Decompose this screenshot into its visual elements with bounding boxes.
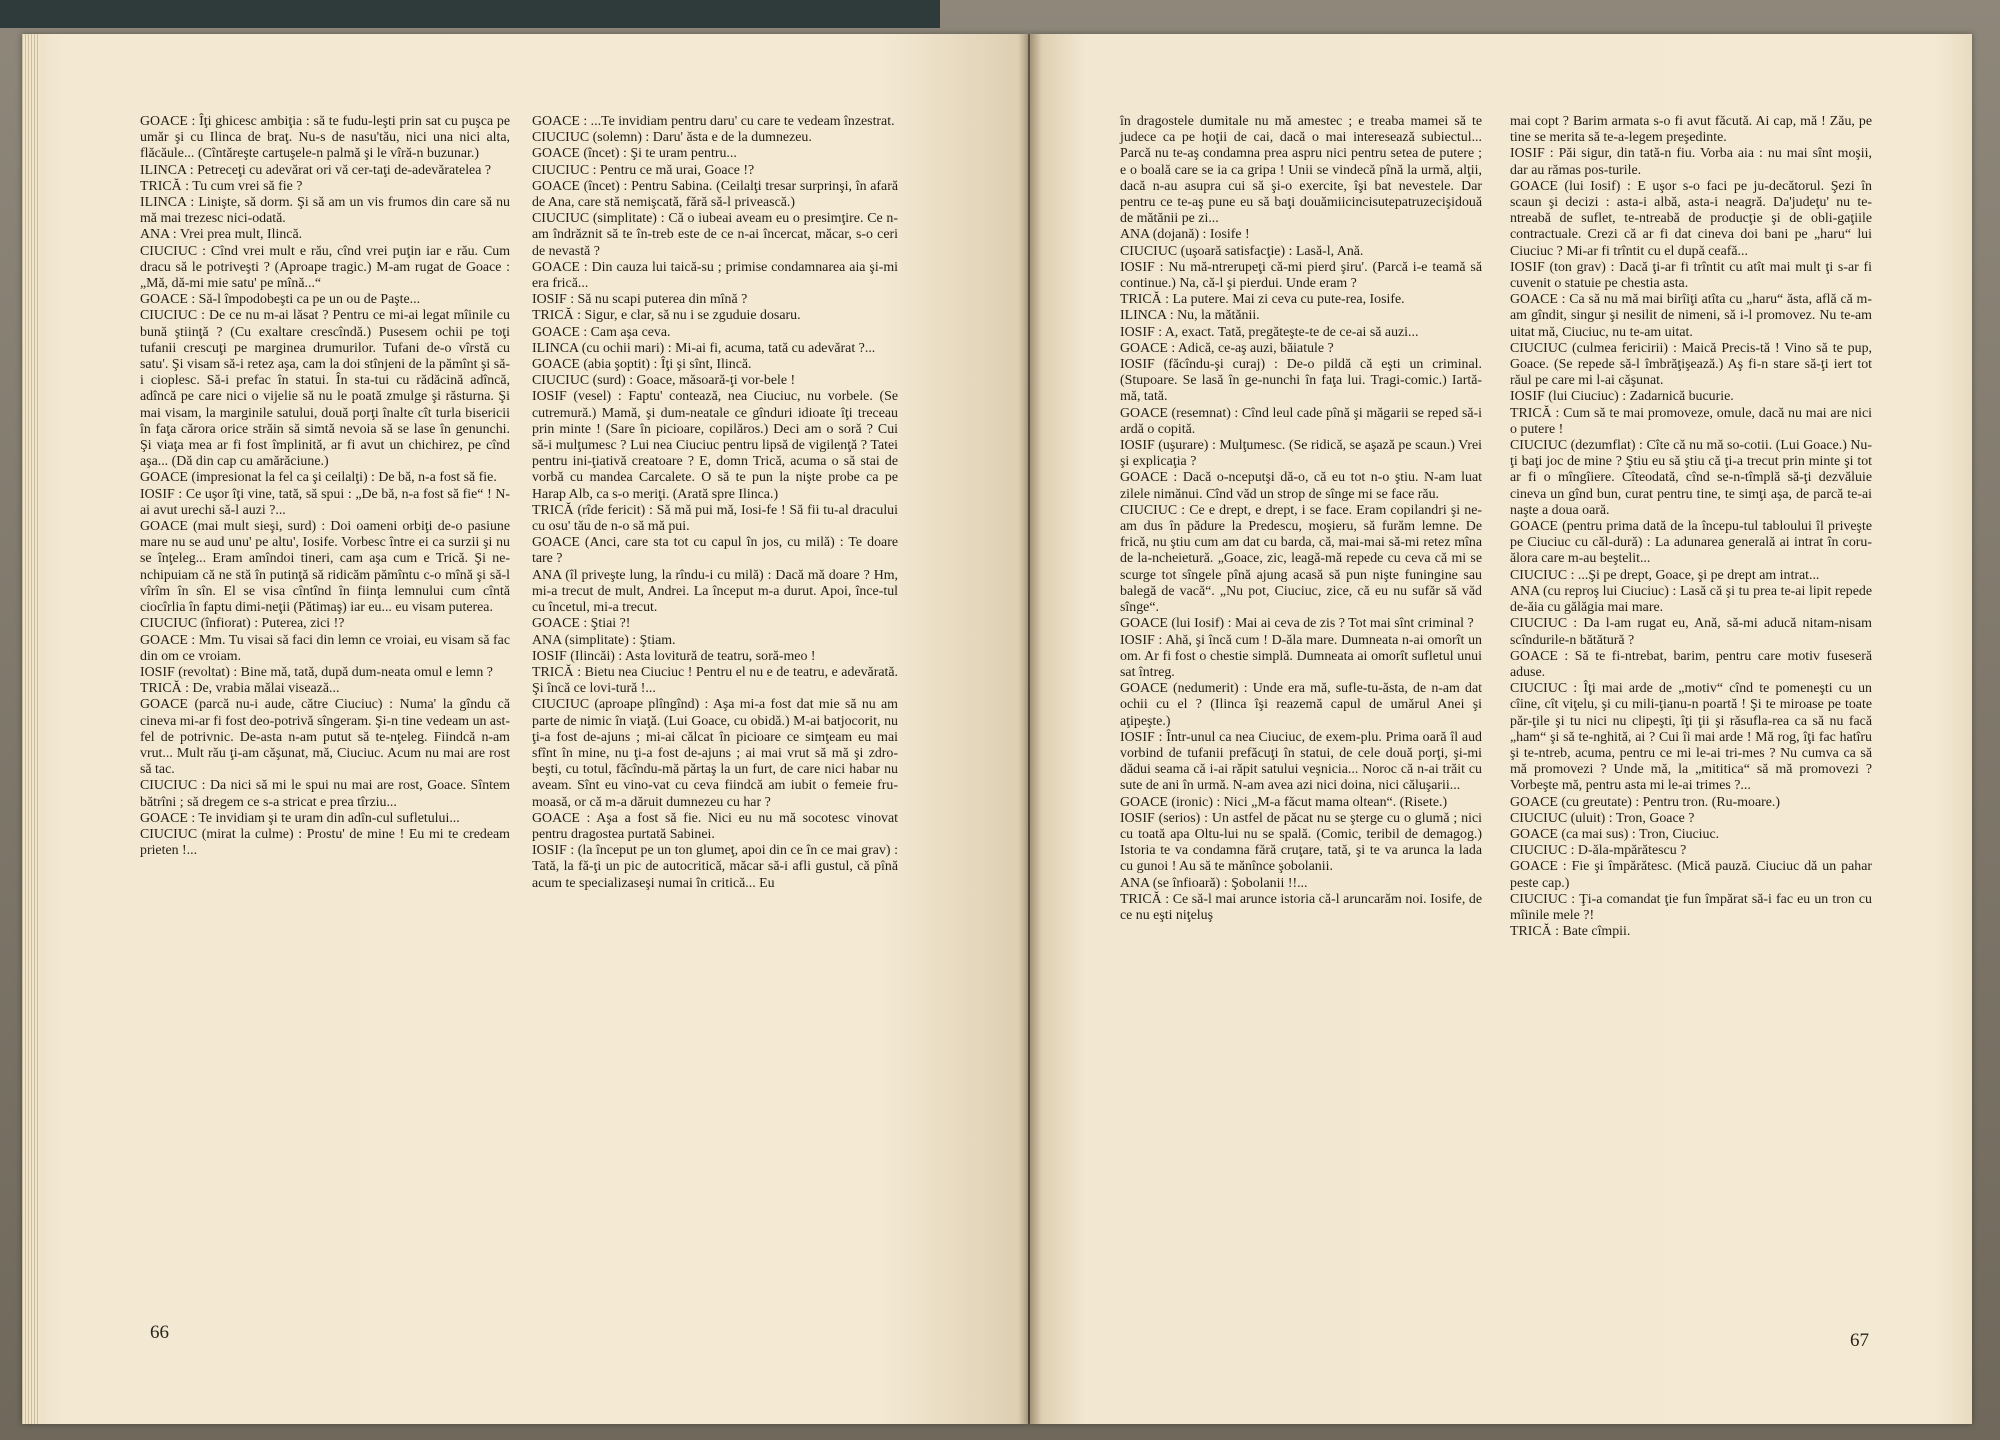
dialogue-paragraph: ANA (îl priveşte lung, la rîndu-i cu milă) : Dacă mă doare ? Hm, mi-a trecut de mult, Andrei. La început m-a durut. Apoi, înce-tul cu încetul, mi-a trecut. (532, 567, 898, 616)
dialogue-paragraph: GOACE (mai mult sieşi, surd) : Doi oameni orbiţi de-o pasiune mare nu se aud unu' pe altu', Iosife. Vorbesc între ei ca surzii şi nu se înţeleg... Eram amîndoi tineri, cam aşa cum e Trică. Şi ne-nchipuiam că ne stă în putinţă să ridicăm pămîntu c-o mînă şi să-l vîrîm în sîn. El se visa cîntînd în fiinţa lemnului cum cîntă ciocîrlia în faptu dimi-neţii (Pătimaş) iar eu... eu visam puterea. (140, 519, 510, 616)
dialogue-paragraph: GOACE : Să te fi-ntrebat, barim, pentru care motiv fuseseră aduse. (1510, 648, 1872, 680)
dialogue-paragraph: GOACE (Anci, care sta tot cu capul în jos, cu milă) : Te doare tare ? (532, 535, 898, 567)
dialogue-paragraph: CIUCIUC (aproape plîngînd) : Aşa mi-a fost dat mie să nu am parte de nimic în viaţă. (Lui Goace, cu obidă.) M-ai batjocorit, nu ţi-a fost de-ajuns ; mi-ai călcat în picioare ce simţeam eu mai sfînt în mine, nu ţi-a fost de-ajuns ; ai mai vrut să mă şi zdro-beşti, cu totul, făcîndu-mă părtaş la un furt, de care nici habar nu aveam. Sînt eu vino-vat cu ceva fiindcă am iubit o femeie fru-moasă, or că m-a dăruit dumnezeu cu har ? (532, 697, 898, 810)
dialogue-paragraph: ANA (se înfioară) : Şobolanii !!... (1120, 875, 1308, 891)
right-page-column-1 (1120, 114, 1482, 924)
dialogue-paragraph: GOACE : ...Te invidiam pentru daru' cu care te vedeam înzestrat. (532, 114, 895, 129)
dialogue-paragraph: CIUCIUC (simplitate) : Că o iubeai aveam eu o presimţire. Ce n-am îndrăznit să te în-treb este de ce n-ai încercat, măcar, s-o ceri de nevastă ? (532, 211, 898, 259)
dialogue-paragraph: CIUCIUC (dezumflat) : Cîte că nu mă so-cotii. (Lui Goace.) Nu-ţi baţi joc de mine ? Ştiu eu să ştiu că ţi-a trecut prin minte şi tot ar fi o mîngîiere. Cîteodată, cînd se-n-tîmplă să-ţi dezvăluie cineva un gînd bun, curat pentru tine, te simţi aşa, de parcă te-ai naşte a doua oară. (1510, 438, 1872, 518)
dialogue-paragraph: IOSIF (vesel) : Faptu' contează, nea Ciuciuc, nu vorbele. (Se cutremură.) Mamă, şi dum-neatale ce gînduri idioate îţi treceau prin minte ! (Sare în picioare, copilăros.) Deci am o soră ? Cui să-i mulţumesc ? Lui nea Ciuciuc pentru lipsă de vigilenţă ? Tatei pentru ini-ţiativă creatoare ? E, domn Trică, acuma o să stai de vorbă cu mandea Carcalete. O să te pun la nişte probe ca pe Harap Alb, ca s-o meriţi. (Arată spre Ilinca.) (532, 389, 898, 502)
dialogue-paragraph: CIUCIUC : Ţi-a comandat ţie fun împărat să-i fac eu un tron cu mîinile mele ?! (1510, 891, 1872, 923)
dialogue-paragraph: GOACE : Cam aşa ceva. (532, 324, 671, 340)
dialogue-paragraph: GOACE (pentru prima dată de la începu-tul tabloului îl priveşte pe Ciuciuc cu căl-dură) : La adunarea generală ai intrat în coru-ălora care m-au beştelit... (1510, 519, 1872, 567)
dialogue-paragraph: TRICĂ : La putere. Mai zi ceva cu pute-rea, Iosife. (1120, 292, 1405, 308)
dialogue-paragraph: TRICĂ (rîde fericit) : Să mă pui mă, Iosi-fe ! Să fii tu-al dracului cu osu' tău de n-o să mă pui. (532, 502, 898, 535)
dialogue-paragraph: în dragostele dumitale nu mă amestec ; e treaba mamei să te judece ca pe hoţii de cai, dacă o mai interesează subiectul... Parcă nu te-aş condamna prea aspru nici pentru setea de putere ; e o boală care se ia ca gripa ! Unii se vindecă pînă la urmă, alţii, dacă n-au asupra cui să şi-o exercite, îşi bat nevestele. Dar pentru ce te-aş pune eu să baţi douămiicincisutepatruzecişidouă de mătănii pe zi... (1120, 114, 1482, 227)
dialogue-paragraph: TRICĂ : Bate cîmpii. (1510, 924, 1631, 940)
dialogue-paragraph: CIUCIUC : De ce nu m-ai lăsat ? Pentru ce mi-ai legat mîinile cu bună ştiinţă ? (Cu exaltare crescîndă.) Pusesem ochii pe toţi tufanii crescuţi pe marginea drumurilor. Tufani de-o vîrstă cu satu'. Şi visam să-i retez aşa, cam la doi stînjeni de la pămînt şi să-i cioplesc. Să-i prefac în statui. În sta-tui cu rădăcină adîncă, adîncă pe care nici o vijelie să nu le poată zmulge şi răsturna. Şi mai visam, la marginile satului, două porţi înalte cît turla bisericii în faţa cărora orice străin să simtă nevoia să se lase în genunchi. Şi viaţa mea ar fi fost împlinită, ar fi avut un chichirez, pe cînd aşa... (Dă din cap cu amărăciune.) (140, 308, 510, 470)
dialogue-paragraph: TRICĂ : De, vrabia mălai visează... (140, 681, 340, 697)
dialogue-paragraph: ANA (dojană) : Iosife ! (1120, 227, 1250, 243)
dialogue-paragraph: CIUCIUC (surd) : Goace, măsoară-ţi vor-bele ! (532, 373, 796, 389)
dialogue-paragraph: GOACE : Mm. Tu visai să faci din lemn ce vroiai, eu visam să fac din om ce vroiam. (140, 632, 510, 664)
dialogue-paragraph: GOACE (impresionat la fel ca şi ceilalţi) : De bă, n-a fost să fie. (140, 470, 497, 486)
dialogue-paragraph: IOSIF (ton grav) : Dacă ţi-ar fi trîntit cu atît mai mult ţi s-ar fi cuvenit o statuie pe chestia asta. (1510, 259, 1872, 292)
dialogue-paragraph: GOACE (nedumerit) : Unde era mă, sufle-tu-ăsta, de n-am dat ochii cu el ? (Ilinca îşi reazemă capul de umărul Anei şi aţipeşte.) (1120, 681, 1482, 729)
dialogue-paragraph: CIUCIUC : Da nici să mi le spui nu mai are rost, Goace. Sîntem bătrîni ; să dregem ce s-a stricat e prea tîrziu... (140, 778, 510, 810)
page-number-right: 67 (1850, 1330, 1869, 1351)
dialogue-paragraph: GOACE : Să-l împodobeşti ca pe un ou de Paşte... (140, 292, 421, 308)
dialogue-paragraph: CIUCIUC : ...Şi pe drept, Goace, şi pe drept am intrat... (1510, 567, 1820, 583)
dialogue-paragraph: IOSIF (făcîndu-şi curaj) : De-o pildă că eşti un criminal. (Stupoare. Se lasă în ge-nunchi în faţa lui. Tragi-comic.) Iartă-mă, tată. (1120, 357, 1482, 405)
dialogue-paragraph: ILINCA : Nu, la mătănii. (1120, 308, 1260, 324)
dialogue-paragraph: CIUCIUC (solemn) : Daru' ăsta e de la dumnezeu. (532, 130, 812, 146)
dialogue-paragraph: CIUCIUC (mirat la culme) : Prostu' de mine ! Eu mi te credeam prieten !... (140, 826, 510, 859)
dialogue-paragraph: GOACE (parcă nu-i aude, către Ciuciuc) : Numa' la gîndu că cineva mi-ar fi fost deo-potrivă sîngeram. Şi-n tine vedeam un ast-fel de potrivnic. De-asta n-am putut să te-nţeleg. Fiindcă n-am vrut... Mult rău ţi-am căşunat, mă, Ciuciuc. Acum nu mai are rost să tac. (140, 697, 510, 778)
dialogue-paragraph: IOSIF : (la început pe un ton glumeţ, apoi din ce în ce mai grav) : Tată, la fă-ţi un pic de autocritică, măcar să-i afli gustul, că pînă acum te specializaseşi numai în critică... Eu (532, 843, 898, 891)
dialogue-paragraph: TRICĂ : Sigur, e clar, să nu i se zguduie dosaru. (532, 308, 801, 324)
dialogue-paragraph: CIUCIUC (uşoară satisfacţie) : Lasă-l, Ană. (1120, 243, 1364, 259)
dialogue-paragraph: TRICĂ : Ce să-l mai arunce istoria că-l aruncarăm noi. Iosife, de ce nu eşti niţeluş (1120, 891, 1482, 923)
dialogue-paragraph: CIUCIUC : D-ăla-mpărătescu ? (1510, 843, 1687, 859)
dialogue-paragraph: IOSIF : Să nu scapi puterea din mînă ? (532, 292, 748, 308)
dialogue-paragraph: ILINCA : Linişte, să dorm. Şi să am un vis frumos din care să nu mă mai trezesc nici-odată. (140, 195, 510, 227)
dialogue-paragraph: GOACE : Fie şi împărătesc. (Mică pauză. Ciuciuc dă un pahar peste cap.) (1510, 859, 1872, 891)
dialogue-paragraph: CIUCIUC : Cînd vrei mult e rău, cînd vrei puţin iar e rău. Cum dracu să le potriveşti ? (Aproape tragic.) M-am rugat de Goace : „Mă, dă-mi mie satu' pe mînă...“ (140, 243, 510, 292)
dialogue-paragraph: GOACE (resemnat) : Cînd leul cade pînă şi măgarii se reped să-i ardă o copită. (1120, 405, 1482, 437)
dialogue-paragraph: GOACE (abia şoptit) : Îţi şi sînt, Ilincă. (532, 357, 752, 373)
page-number-left: 66 (150, 1322, 169, 1343)
dialogue-paragraph: CIUCIUC (culmea fericirii) : Maică Precis-tă ! Vino să te pup, Goace. (Se repede să-l îmbrăţişează.) Aş fi-n stare să-ţi iert tot răul pe care mi l-ai căşunat. (1510, 340, 1872, 389)
dialogue-paragraph: IOSIF : Ce uşor îţi vine, tată, să spui : „De bă, n-a fost să fie“ ! N-ai avut urechi să-l auzi ?... (140, 486, 510, 518)
dialogue-paragraph: IOSIF (lui Ciuciuc) : Zadarnică bucurie. (1510, 389, 1734, 405)
dialogue-paragraph: TRICĂ : Cum să te mai promoveze, omule, dacă nu mai are nici o putere ! (1510, 405, 1872, 437)
dialogue-paragraph: ANA (cu reproş lui Ciuciuc) : Lasă că şi tu prea te-ai lipit repede de-ăia cu gălăgia mai mare. (1510, 583, 1872, 616)
dialogue-paragraph: GOACE (încet) : Pentru Sabina. (Ceilalţi tresar surprinşi, în afară de Ana, care stă nemişcată, fără să-l privească.) (532, 178, 898, 211)
dialogue-paragraph: ILINCA : Petreceţi cu adevărat ori vă cer-taţi de-adevăratelea ? (140, 162, 492, 178)
dialogue-paragraph: GOACE (lui Iosif) : Mai ai ceva de zis ? Tot mai sînt criminal ? (1120, 616, 1474, 632)
dialogue-paragraph: ANA : Vrei prea mult, Ilincă. (140, 227, 303, 243)
dialogue-paragraph: GOACE : Îţi ghicesc ambiţia : să te fudu-leşti prin sat cu puşca pe umăr şi cu Ilinca de braţ. Nu-s de nasu'tău, nici una nici alta, flăcăule... (Cîntăreşte cartuşele-n palmă şi le vîră-n buzunar.) (140, 114, 510, 162)
dialogue-paragraph: IOSIF (revoltat) : Bine mă, tată, după dum-neata omul e lemn ? (140, 664, 493, 680)
book-gutter (1018, 34, 1042, 1424)
dialogue-paragraph: GOACE (ca mai sus) : Tron, Ciuciuc. (1510, 826, 1720, 842)
dialogue-paragraph: GOACE : Adică, ce-aş auzi, băiatule ? (1120, 340, 1334, 356)
dialogue-paragraph: CIUCIUC : Da l-am rugat eu, Ană, să-mi aducă nitam-nisam scîndurile-n bătătură ? (1510, 616, 1872, 648)
dialogue-paragraph: GOACE (lui Iosif) : E uşor s-o faci pe ju-decătorul. Şezi în scaun şi decizi : asta-i albă, asta-i neagră. Da'judeţu' nu te-ntreabă de suflet, te-ntreabă de producţie şi de obli-gaţiile contractuale. Crezi că ar fi dat cineva doi bani pe „haru“ lui Ciuciuc ? Mi-ar fi trîntit cu el după ceafă... (1510, 178, 1872, 259)
dialogue-paragraph: CIUCIUC : Îţi mai arde de „motiv“ cînd te pomeneşti cu un cîine, cît viţelu, şi cu mili-ţianu-n poartă ! Şi te miroase pe toate păr-ţile şi tu nici nu clipeşti, îţi ţii şi răsufla-rea ca să nu facă „ham“ şi să te-nghită, ai ? Cui îi mai arde ! Mă rog, îţi fac hatîru şi te-ntreb, acuma, pentru ce mi le-ai tri-mes ? Nu cumva ca să mă promovezi ? Unde mă, la „mititica“ să mă promovezi ? Vorbeşte mă, pentru asta mi le-ai trimes ?... (1510, 681, 1872, 794)
dialogue-paragraph: ILINCA (cu ochii mari) : Mi-ai fi, acuma, tată cu adevărat ?... (532, 340, 876, 356)
dialogue-paragraph: IOSIF : Ahă, şi încă cum ! D-ăla mare. Dumneata n-ai omorît un om. Ar fi fost o chestie simplă. Dumneata ai omorît sufletul unui sat întreg. (1120, 632, 1482, 680)
right-page-column-2 (1510, 114, 1872, 940)
dialogue-paragraph: GOACE : Din cauza lui taică-su ; primise condamnarea aia şi-mi era frică... (532, 259, 898, 292)
dialogue-paragraph: IOSIF (serios) : Un astfel de păcat nu se şterge cu o glumă ; nici cu toată apa Oltu-lui nu se spală. (Comic, teribil de demagog.) Istoria te va condamna fără cruţare, tată, şi te va arunca la lada cu gunoi ! Au să te mănînce şobolanii. (1120, 810, 1482, 875)
dialogue-paragraph: GOACE : Dacă o-nceputşi dă-o, că eu tot n-o ştiu. N-am luat zilele nimănui. Cînd văd un strop de sînge mi se face rău. (1120, 470, 1482, 502)
dialogue-paragraph: GOACE : Aşa a fost să fie. Nici eu nu mă socotesc vinovat pentru dragostea purtată Sabinei. (532, 810, 898, 842)
dialogue-paragraph: IOSIF : Păi sigur, din tată-n fiu. Vorba aia : nu mai sînt moşii, dar au rămas pos-turile. (1510, 146, 1872, 178)
dialogue-paragraph: ANA (simplitate) : Ştiam. (532, 632, 676, 648)
dialogue-paragraph: CIUCIUC : Pentru ce mă urai, Goace !? (532, 162, 755, 178)
dialogue-paragraph: CIUCIUC (înfiorat) : Puterea, zici !? (140, 616, 345, 632)
dialogue-paragraph: IOSIF (Ilincăi) : Asta lovitură de teatru, soră-meo ! (532, 648, 816, 664)
dialogue-paragraph: CIUCIUC : Ce e drept, e drept, i se face. Eram copilandri şi ne-am dus în pădure la Predescu, moşieru, să furăm lemne. De frică, nu ştiu cum am dat cu barda, că, mai-mai să-mi retez mîna de la-ncheietură. „Goace, zic, leagă-mă repede cu ceva că mi se scurge tot sîngele pînă ajung acasă să pun nişte funingine sau balegă de vacă“. „Nu pot, Ciuciuc, zice, că eu nu sufăr să văd sînge“. (1120, 502, 1482, 616)
page-edges (22, 34, 40, 1424)
dialogue-paragraph: mai copt ? Barim armata s-o fi avut făcută. Ai cap, mă ! Zău, pe tine se merita să te-a-legem preşedinte. (1510, 114, 1872, 146)
dialogue-paragraph: GOACE (încet) : Şi te uram pentru... (532, 146, 737, 162)
dialogue-paragraph: TRICĂ : Bietu nea Ciuciuc ! Pentru el nu e de teatru, e adevărată. Şi încă ce lovi-tură !... (532, 664, 898, 697)
dialogue-paragraph: IOSIF : Într-unul ca nea Ciuciuc, de exem-plu. Prima oară îl aud vorbind de tufanii prefăcuţi în statui, de cele două porţi, şi-mi dădui seama că i-ai răpit satului veşnicia... Noroc că n-ai trăit cu sute de ani în urmă. N-am avea azi nici doina, nici căluşarii... (1120, 729, 1482, 794)
cover-binding-edge (0, 0, 940, 28)
dialogue-paragraph: GOACE : Ca să nu mă mai birîiţi atîta cu „haru“ ăsta, află că m-am gîndit, singur şi nesilit de nimeni, să i-l promovez. Nu te-am uitat mă, Ciuciuc, nu te-am uitat. (1510, 292, 1872, 340)
dialogue-paragraph: TRICĂ : Tu cum vrei să fie ? (140, 178, 303, 194)
dialogue-paragraph: IOSIF : A, exact. Tată, pregăteşte-te de ce-ai să auzi... (1120, 324, 1419, 340)
left-page-column-2 (532, 114, 898, 892)
left-page-column-1 (140, 114, 510, 859)
dialogue-paragraph: IOSIF (uşurare) : Mulţumesc. (Se ridică, se aşază pe scaun.) Vrei şi explicaţia ? (1120, 438, 1482, 470)
dialogue-paragraph: GOACE (cu greutate) : Pentru tron. (Ru-moare.) (1510, 794, 1781, 810)
dialogue-paragraph: IOSIF : Nu mă-ntrerupeţi că-mi pierd şiru'. (Parcă i-e teamă să continue.) Na, că-l şi pierdui. Unde eram ? (1120, 259, 1482, 292)
dialogue-paragraph: GOACE : Te invidiam şi te uram din adîn-cul sufletului... (140, 810, 460, 826)
dialogue-paragraph: GOACE (ironic) : Nici „M-a făcut mama oltean“. (Risete.) (1120, 794, 1448, 810)
dialogue-paragraph: GOACE : Ştiai ?! (532, 616, 631, 632)
dialogue-paragraph: CIUCIUC (uluit) : Tron, Goace ? (1510, 810, 1695, 826)
